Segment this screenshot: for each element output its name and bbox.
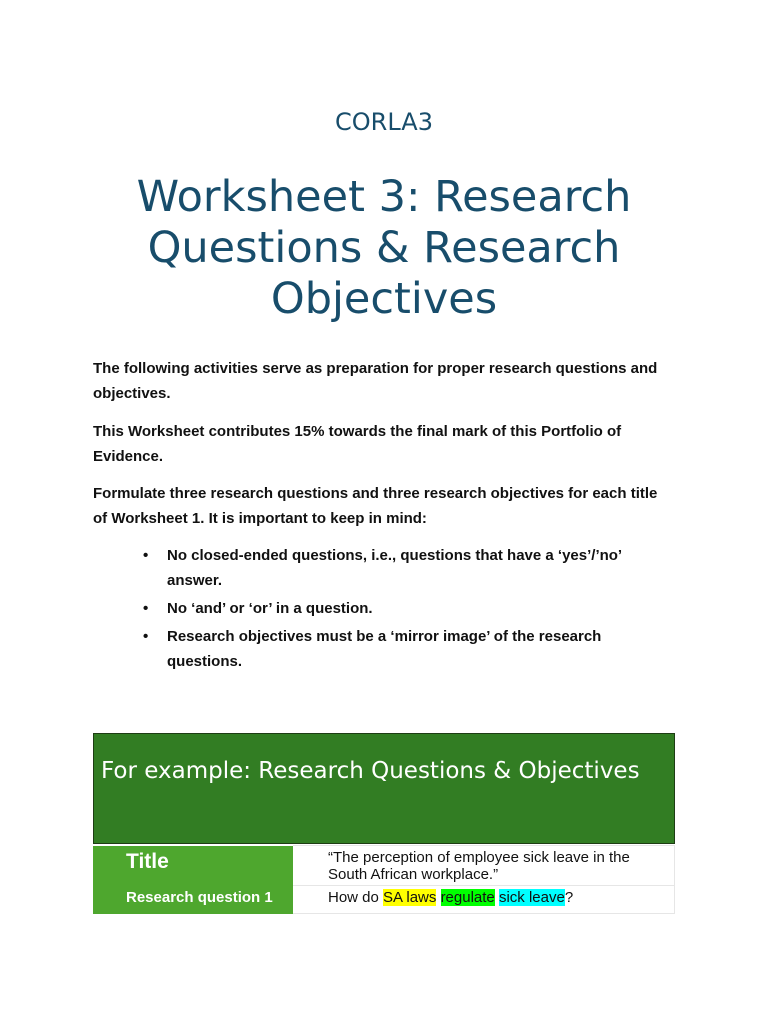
list-item-text: No ‘and’ or ‘or’ in a question. bbox=[167, 600, 373, 617]
list-item-text: No closed-ended questions, i.e., questions that have a ‘yes’/’no’ answer. bbox=[167, 547, 622, 589]
intro-paragraph-1: The following activities serve as preparation for proper research questions and objectives. bbox=[93, 360, 658, 402]
question-1-label: Research question 1 bbox=[126, 888, 273, 906]
page-title: Worksheet 3: Research Questions & Research Objectives bbox=[136, 172, 632, 324]
question-label-cell bbox=[93, 886, 293, 914]
question-1-value bbox=[293, 886, 674, 906]
bullet-icon: • bbox=[143, 600, 149, 617]
title-label: Title bbox=[126, 849, 169, 873]
list-item-text: Research objectives must be a ‘mirror image’ of the research questions. bbox=[167, 628, 602, 670]
table-row bbox=[93, 886, 675, 914]
example-table bbox=[93, 845, 675, 914]
title-value-cell bbox=[293, 846, 675, 886]
highlight-yellow-text: SA laws bbox=[383, 889, 437, 906]
bullet-icon: • bbox=[143, 547, 149, 564]
title-label-cell bbox=[93, 846, 293, 886]
table-row bbox=[93, 846, 675, 886]
question-value-cell bbox=[293, 886, 675, 914]
question-text-segment: ? bbox=[564, 889, 574, 906]
question-text-segment: How do bbox=[328, 889, 384, 906]
guideline-list bbox=[93, 543, 668, 677]
example-heading: For example: Research Questions & Objectives bbox=[101, 758, 640, 784]
list-item bbox=[93, 624, 668, 674]
highlight-cyan-text: sick leave bbox=[498, 889, 565, 906]
course-code: CORLA3 bbox=[335, 108, 433, 136]
highlight-green-text: regulate bbox=[440, 889, 495, 906]
question-text-segment bbox=[436, 889, 440, 906]
intro-paragraph-3: Formulate three research questions and three research objectives for each title of Worksheet 1. It is important to keep in mind: bbox=[93, 485, 658, 527]
title-value: “The perception of employee sick leave in the South African workplace.” bbox=[328, 849, 630, 883]
list-item bbox=[93, 596, 668, 621]
example-heading-box bbox=[93, 733, 675, 844]
intro-paragraph-2: This Worksheet contributes 15% towards the final mark of this Portfolio of Evidence. bbox=[93, 423, 622, 465]
list-item bbox=[93, 543, 668, 593]
bullet-icon: • bbox=[143, 628, 149, 645]
